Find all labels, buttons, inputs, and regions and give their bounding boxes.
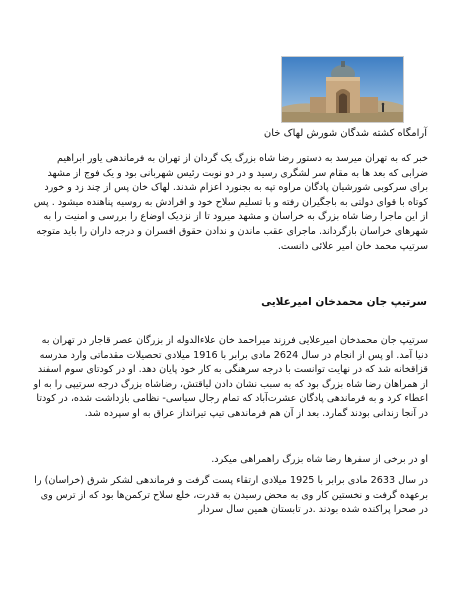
khorasan-paragraph: در سال 2633 مادی برابر با 1925 میلادی ارتقاء پست گرفت و فرماندهی لشکر شرق (خراسان) را برعهده گرفت و نخستین کار وی به محض رسیدن به قدرت، خلع سلاح ترکمن‌ها بود که از ترس وی در صحرا پراکنده شده بودند .در تابستان همین سال سردار [34,475,428,516]
section-heading: سرتیپ جان محمدخان امیرعلایی [261,296,427,308]
photo-caption: آرامگاه کشته شدگان شورش لهاک خان [263,128,427,139]
biography-paragraph: سرتیپ جان محمدخان امیرعلایی فرزند میراحمد خان علاءالدوله از بزرگان عصر قاجار در تهران به دنیا آمد. او پس از انجام در سال 2624 مادی برابر با 1916 میلادی تحصیلات مقدماتی وارد مدرسه قزاقخانه شد که در نهایت توانست با درجه سرهنگی به کار خود پایان دهد. او در کودتای سوم اسفند از همراهان رضا شاه بزرگ بود که به سبب نشان دادن لیاقتش، رضاشاه بزرگ درجه سرتیپی را به او اعطاء کرد و به فرماندهی پادگان عشرت‌آباد که تمام رجال سیاسی- نظامی بازداشت شده، در کودتا در آنجا زندانی بودند گمارد. بعد از آن هم فرماندهی تیپ تیرانداز عراق به او سپرده شد. [33,335,428,419]
travels-paragraph: او در برخی از سفرها رضا شاه بزرگ راهمراهی میکرد. [211,454,428,465]
intro-paragraph: خبر که به تهران میرسد به دستور رضا شاه بزرگ یک گردان از تهران به فرماندهی یاور ابراهیم ضرابی که بعد ها به مقام سر لشگری رسید و در دو نوبت رئیس شهربانی بود و یک فوج از مشهد برای سرکوبی شورشیان پادگان مراوه تپه به بجنورد اعزام شدند. لهاک خان پس از چند زد و خورد کوتاه با قوای دولتی به باجگیران رفته و با تسلیم سلاح خود و افرادش به روسیه پناهنده میشود . پس از این ماجرا رضا شاه بزرگ به خراسان و مشهد میرود تا از نزدیک اوضاع را بررسی و امنیت را به شهرهای خراسان بازگرداند. ماجرای عقب ماندن و ندادن حقوق افسران و درجه داران را باید متوجه سرتیپ محمد خان امیر علائی دانست. [33,153,428,252]
mausoleum-photo-icon [282,57,404,123]
mausoleum-photo [281,56,404,123]
